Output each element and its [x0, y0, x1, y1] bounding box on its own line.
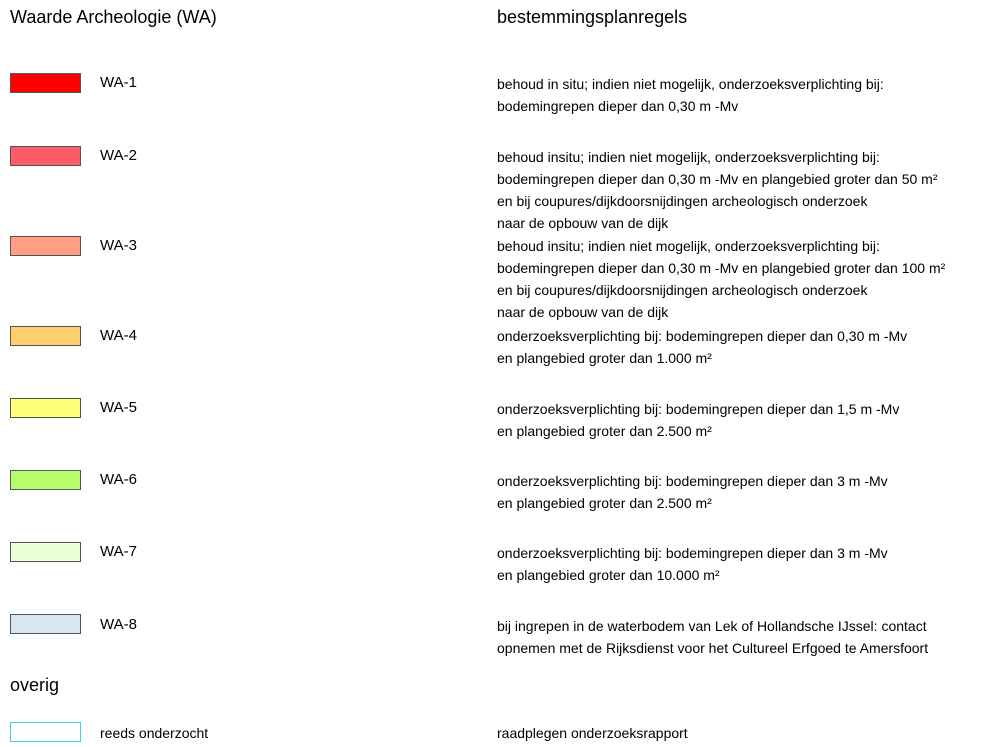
- rule-line: en plangebied groter dan 2.500 m²: [497, 423, 712, 439]
- rule-line: onderzoeksverplichting bij: bodemingrepen dieper dan 0,30 m -Mv: [497, 328, 908, 344]
- swatch-wa-2: [10, 146, 81, 166]
- category-code-wa-8: WA-8: [100, 616, 137, 633]
- overig-label-reeds-onderzocht: reeds onderzocht: [100, 725, 209, 741]
- rule-wa-2: [497, 146, 938, 234]
- rule-line: en plangebied groter dan 1.000 m²: [497, 350, 712, 366]
- rule-wa-3: [497, 235, 945, 323]
- rule-wa-5: [497, 398, 899, 442]
- rule-line: bodemingrepen dieper dan 0,30 m -Mv: [497, 98, 739, 114]
- rule-line: en bij coupures/dijkdoorsnijdingen archeologisch onderzoek: [497, 193, 868, 209]
- category-code-wa-7: WA-7: [100, 543, 137, 560]
- rule-line: en plangebied groter dan 2.500 m²: [497, 495, 712, 511]
- rule-line: bodemingrepen dieper dan 0,30 m -Mv en plangebied groter dan 100 m²: [497, 260, 946, 276]
- rule-line: onderzoeksverplichting bij: bodemingrepen dieper dan 1,5 m -Mv: [497, 401, 900, 417]
- category-code-wa-5: WA-5: [100, 399, 137, 416]
- category-code-wa-2: WA-2: [100, 147, 137, 164]
- rule-wa-6: [497, 470, 888, 514]
- swatch-wa-6: [10, 470, 81, 490]
- rules-title: bestemmingsplanregels: [497, 7, 688, 27]
- rule-line: raadplegen onderzoeksrapport: [497, 725, 688, 741]
- rule-line: onderzoeksverplichting bij: bodemingrepen dieper dan 3 m -Mv: [497, 545, 888, 561]
- rule-line: en bij coupures/dijkdoorsnijdingen archeologisch onderzoek: [497, 282, 868, 298]
- swatch-wa-1: [10, 73, 81, 93]
- rule-line: onderzoeksverplichting bij: bodemingrepen dieper dan 3 m -Mv: [497, 473, 888, 489]
- swatch-wa-7: [10, 542, 81, 562]
- rule-wa-7: [497, 542, 888, 586]
- rule-wa-4: [497, 325, 907, 369]
- category-code-wa-4: WA-4: [100, 327, 137, 344]
- rule-line: bodemingrepen dieper dan 0,30 m -Mv en plangebied groter dan 50 m²: [497, 171, 938, 187]
- rule-line: behoud insitu; indien niet mogelijk, onderzoeksverplichting bij:: [497, 149, 880, 165]
- rule-line: en plangebied groter dan 10.000 m²: [497, 567, 720, 583]
- category-code-wa-6: WA-6: [100, 471, 137, 488]
- rule-reeds-onderzocht: [497, 722, 688, 744]
- swatch-reeds-onderzocht: [10, 722, 81, 742]
- category-code-wa-1: WA-1: [100, 74, 137, 91]
- rule-line: naar de opbouw van de dijk: [497, 215, 669, 231]
- legend-title: Waarde Archeologie (WA): [10, 7, 217, 27]
- rule-line: opnemen met de Rijksdienst voor het Cultureel Erfgoed te Amersfoort: [497, 640, 929, 656]
- rule-line: behoud insitu; indien niet mogelijk, onderzoeksverplichting bij:: [497, 238, 880, 254]
- swatch-wa-5: [10, 398, 81, 418]
- category-code-wa-3: WA-3: [100, 237, 137, 254]
- swatch-wa-4: [10, 326, 81, 346]
- rule-line: behoud in situ; indien niet mogelijk, onderzoeksverplichting bij:: [497, 76, 884, 92]
- swatch-wa-3: [10, 236, 81, 256]
- rule-wa-8: [497, 615, 928, 659]
- swatch-wa-8: [10, 614, 81, 634]
- rule-line: bij ingrepen in de waterbodem van Lek of Hollandsche IJssel: contact: [497, 618, 927, 634]
- rule-wa-1: [497, 73, 884, 117]
- rule-line: naar de opbouw van de dijk: [497, 304, 669, 320]
- overig-title: overig: [10, 675, 60, 695]
